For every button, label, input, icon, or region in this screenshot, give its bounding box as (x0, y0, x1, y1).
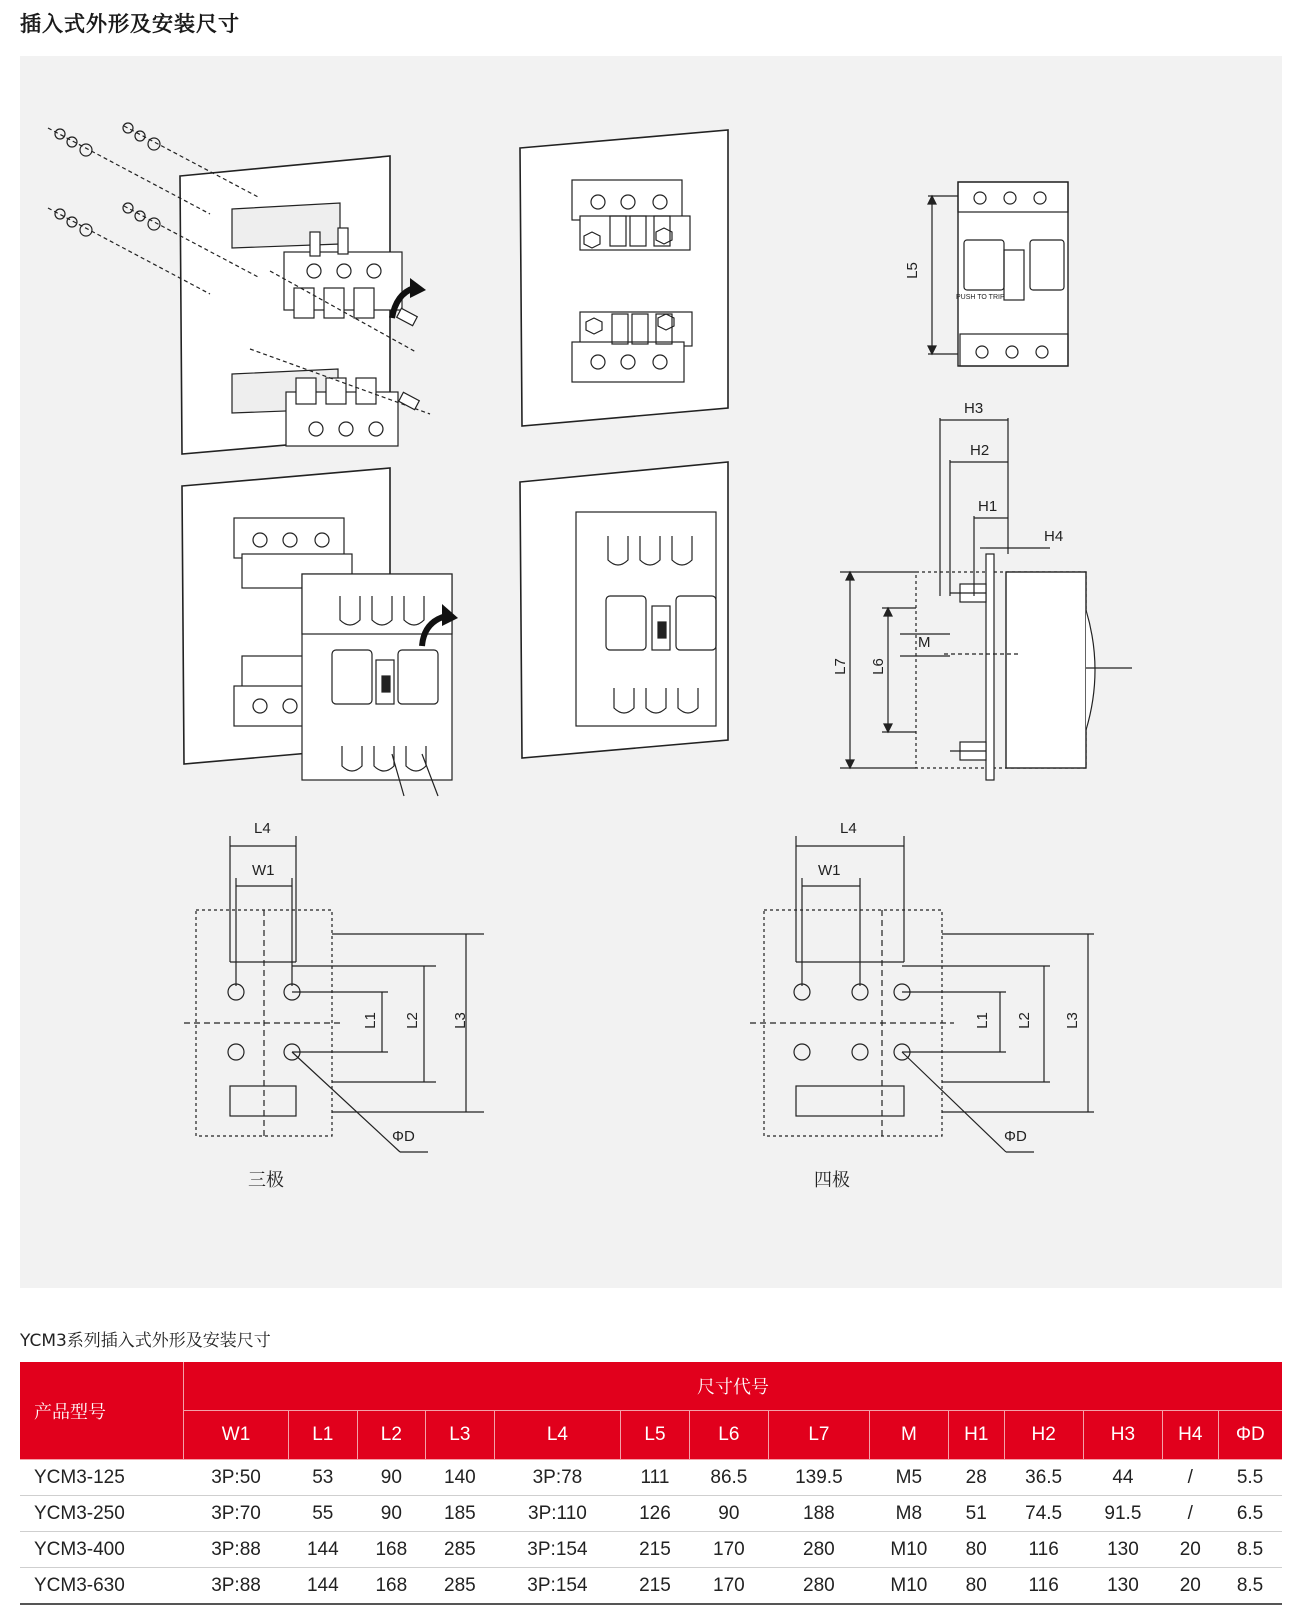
table-cell: 144 (289, 1532, 358, 1568)
table-cell: M5 (869, 1460, 948, 1496)
dim-label-h4: H4 (1044, 528, 1064, 545)
three-pole-phid-label: ΦD (392, 1128, 415, 1145)
table-cell: 111 (621, 1460, 690, 1496)
three-pole-l4-label: L4 (254, 820, 271, 837)
column-header-row (20, 1411, 1282, 1460)
table-cell: 3P:110 (494, 1496, 621, 1532)
dim-label-l7: L7 (831, 658, 849, 675)
dimension-code-header: 尺寸代号 (184, 1362, 1283, 1411)
table-cell: 28 (949, 1460, 1005, 1496)
table-cell: 80 (949, 1568, 1005, 1605)
table-cell: 8.5 (1218, 1532, 1282, 1568)
column-header: L7 (769, 1411, 870, 1460)
three-pole-l2-label: L2 (403, 1012, 421, 1029)
column-header: M (869, 1411, 948, 1460)
table-cell: 280 (769, 1568, 870, 1605)
table-cell: 170 (689, 1532, 768, 1568)
table-cell: 36.5 (1004, 1460, 1083, 1496)
four-pole-w1-label: W1 (818, 862, 841, 879)
table-cell: 168 (357, 1568, 426, 1605)
table-cell: 185 (426, 1496, 495, 1532)
table-cell: 8.5 (1218, 1568, 1282, 1605)
assembly-step-1 (48, 123, 430, 454)
table-cell: 74.5 (1004, 1496, 1083, 1532)
table-cell: 130 (1083, 1532, 1162, 1568)
table-cell: 3P:154 (494, 1532, 621, 1568)
table-cell: 285 (426, 1568, 495, 1605)
table-caption: YCM3系列插入式外形及安装尺寸 (20, 1331, 271, 1351)
table-cell: 3P:50 (184, 1460, 289, 1496)
column-header: H4 (1163, 1411, 1219, 1460)
table-row (20, 1460, 1282, 1496)
column-header: H2 (1004, 1411, 1083, 1460)
terminal-base-lower-mounted (572, 312, 692, 382)
table-cell: 80 (949, 1532, 1005, 1568)
table-row (20, 1532, 1282, 1568)
table-cell: 44 (1083, 1460, 1162, 1496)
four-pole-l2-label: L2 (1015, 1012, 1033, 1029)
four-pole-caption: 四极 (814, 1170, 850, 1191)
table-cell: 168 (357, 1532, 426, 1568)
table-cell: 20 (1163, 1568, 1219, 1605)
push-to-trip-label: PUSH TO TRIP (956, 294, 1005, 301)
dim-label-h3: H3 (964, 400, 984, 417)
table-cell: 3P:88 (184, 1532, 289, 1568)
table-cell: 51 (949, 1496, 1005, 1532)
three-pole-l3-label: L3 (451, 1012, 469, 1029)
table-cell: M10 (869, 1532, 948, 1568)
table-cell: 3P:70 (184, 1496, 289, 1532)
three-pole-l1-label: L1 (361, 1012, 379, 1029)
table-cell: 90 (357, 1460, 426, 1496)
column-header: W1 (184, 1411, 289, 1460)
dimension-table (20, 1362, 1282, 1605)
table-cell: 215 (621, 1568, 690, 1605)
model-cell: YCM3-125 (20, 1460, 184, 1496)
four-pole-hole-pattern (750, 836, 1094, 1152)
table-cell: 6.5 (1218, 1496, 1282, 1532)
column-header: L1 (289, 1411, 358, 1460)
table-cell: 116 (1004, 1568, 1083, 1605)
three-pole-caption: 三极 (248, 1170, 284, 1191)
column-header: H3 (1083, 1411, 1162, 1460)
dim-label-m: M (918, 634, 931, 651)
three-pole-w1-label: W1 (252, 862, 275, 879)
model-header: 产品型号 (20, 1362, 184, 1460)
drawing-canvas (20, 56, 1282, 1288)
four-pole-l4-label: L4 (840, 820, 857, 837)
dim-label-h1: H1 (978, 498, 998, 515)
table-cell: 86.5 (689, 1460, 768, 1496)
table-cell: 215 (621, 1532, 690, 1568)
page-title: 插入式外形及安装尺寸 (20, 12, 240, 36)
table-cell: 90 (357, 1496, 426, 1532)
table-cell: 5.5 (1218, 1460, 1282, 1496)
breaker-being-inserted (302, 574, 452, 780)
column-header: L3 (426, 1411, 495, 1460)
column-header: ΦD (1218, 1411, 1282, 1460)
table-cell: 280 (769, 1532, 870, 1568)
table-row (20, 1568, 1282, 1605)
four-pole-l1-label: L1 (973, 1012, 991, 1029)
column-header: L5 (621, 1411, 690, 1460)
table-cell: 53 (289, 1460, 358, 1496)
terminal-base-upper-mounted (572, 180, 690, 250)
table-cell: 285 (426, 1532, 495, 1568)
table-cell: 130 (1083, 1568, 1162, 1605)
table-cell: 188 (769, 1496, 870, 1532)
four-pole-l3-label: L3 (1063, 1012, 1081, 1029)
table-cell: M10 (869, 1568, 948, 1605)
table-cell: 91.5 (1083, 1496, 1162, 1532)
column-header: L2 (357, 1411, 426, 1460)
table-cell: 126 (621, 1496, 690, 1532)
dimension-drawings-panel (20, 56, 1282, 1288)
table-cell: 3P:88 (184, 1568, 289, 1605)
breaker-installed (576, 512, 716, 726)
table-body (20, 1460, 1282, 1605)
table-cell: 139.5 (769, 1460, 870, 1496)
table-cell: 140 (426, 1460, 495, 1496)
four-pole-phid-label: ΦD (1004, 1128, 1027, 1145)
table-cell: 55 (289, 1496, 358, 1532)
column-header: L4 (494, 1411, 621, 1460)
front-view-breaker (928, 182, 1068, 366)
column-header: L6 (689, 1411, 768, 1460)
table-cell: / (1163, 1460, 1219, 1496)
table-cell: 170 (689, 1568, 768, 1605)
table-cell: 116 (1004, 1532, 1083, 1568)
column-header: H1 (949, 1411, 1005, 1460)
dim-label-h2: H2 (970, 442, 990, 459)
assembly-step-4 (520, 462, 728, 758)
table-cell: 20 (1163, 1532, 1219, 1568)
dim-label-l6: L6 (869, 658, 887, 675)
dim-label-l5: L5 (903, 262, 921, 279)
table-row (20, 1496, 1282, 1532)
assembly-step-3 (182, 468, 458, 796)
three-pole-hole-pattern (184, 836, 484, 1152)
model-cell: YCM3-250 (20, 1496, 184, 1532)
table-cell: 144 (289, 1568, 358, 1605)
table-cell: 3P:154 (494, 1568, 621, 1605)
table-cell: 90 (689, 1496, 768, 1532)
table-cell: 3P:78 (494, 1460, 621, 1496)
model-cell: YCM3-400 (20, 1532, 184, 1568)
side-view-breaker (840, 418, 1132, 780)
model-cell: YCM3-630 (20, 1568, 184, 1605)
table-cell: M8 (869, 1496, 948, 1532)
table-cell: / (1163, 1496, 1219, 1532)
assembly-step-2 (520, 130, 728, 426)
